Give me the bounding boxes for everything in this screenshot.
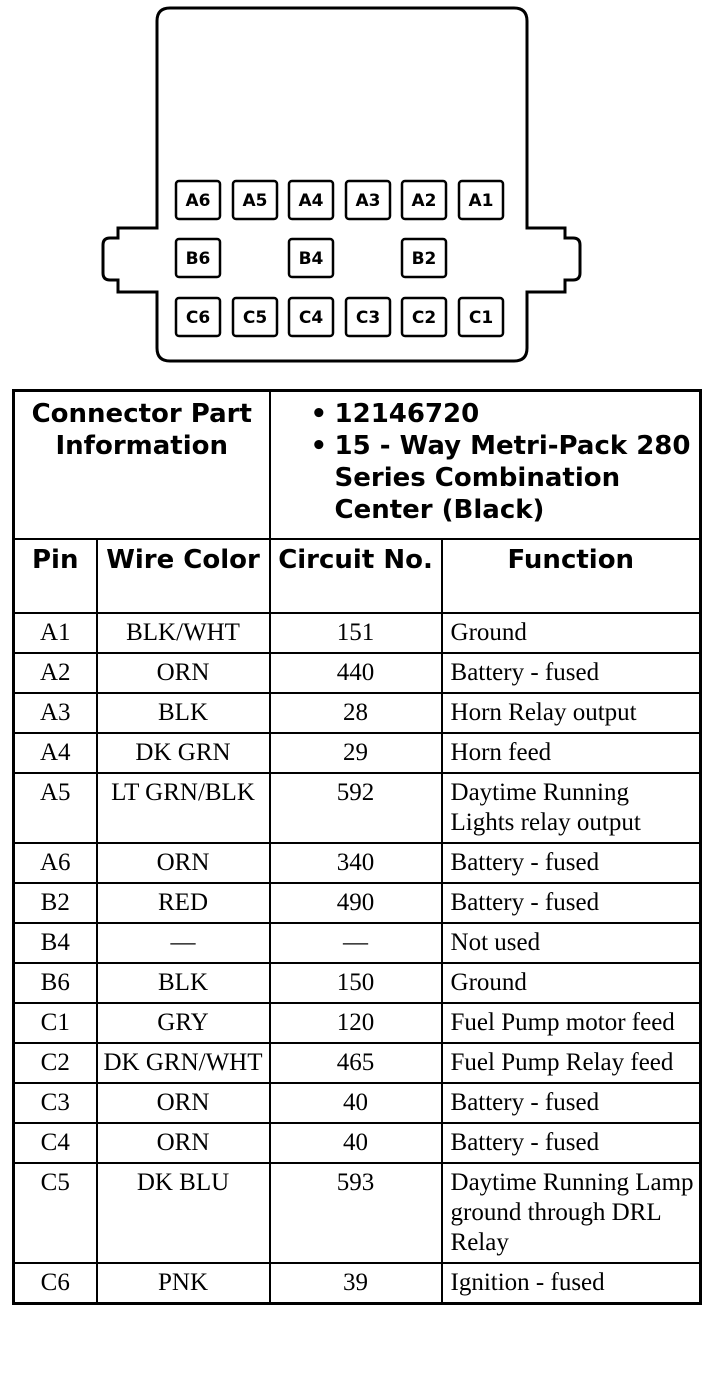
pin-cavity	[402, 298, 446, 336]
column-header-circuit-no: Circuit No.	[270, 539, 442, 613]
connector-diagram	[0, 0, 720, 380]
table-row	[14, 963, 701, 1003]
wire-color-cell: RED	[97, 883, 270, 923]
pin-cavity-label: A2	[411, 191, 437, 211]
wire-color-cell: LT GRN/BLK	[97, 773, 270, 843]
wire-color-cell: ORN	[97, 653, 270, 693]
pin-cavity-label: B2	[411, 249, 437, 269]
function-cell: Battery - fused	[442, 883, 701, 923]
pin-cell: C1	[14, 1003, 97, 1043]
function-cell: Battery - fused	[442, 653, 701, 693]
connector-outline	[103, 8, 580, 361]
column-header-function: Function	[442, 539, 701, 613]
pin-cavity	[289, 181, 333, 219]
circuit-cell: 39	[270, 1263, 442, 1304]
column-header-wire-color: Wire Color	[97, 539, 270, 613]
wire-color-cell: BLK	[97, 693, 270, 733]
function-cell: Horn feed	[442, 733, 701, 773]
pin-cavity	[176, 298, 220, 336]
wire-color-cell: GRY	[97, 1003, 270, 1043]
table-row	[14, 923, 701, 963]
function-cell: Battery - fused	[442, 1123, 701, 1163]
pin-cell: B6	[14, 963, 97, 1003]
pin-cavity-label: C2	[411, 308, 437, 328]
table-row	[14, 653, 701, 693]
table-row	[14, 1043, 701, 1083]
table-row	[14, 843, 701, 883]
pin-cell: C2	[14, 1043, 97, 1083]
function-cell: Ignition - fused	[442, 1263, 701, 1304]
pin-row-b	[176, 239, 446, 277]
table-row	[14, 1083, 701, 1123]
wire-color-cell: DK GRN	[97, 733, 270, 773]
pin-cell: A2	[14, 653, 97, 693]
pin-cell: A1	[14, 613, 97, 653]
circuit-cell: 465	[270, 1043, 442, 1083]
pin-cell: A6	[14, 843, 97, 883]
wire-color-cell: ORN	[97, 1083, 270, 1123]
pin-cavity	[402, 239, 446, 277]
circuit-cell: 151	[270, 613, 442, 653]
pin-cavity-label: C5	[242, 308, 268, 328]
pin-cavity-label: A1	[468, 191, 494, 211]
pin-cavity-label: C1	[468, 308, 494, 328]
table-row	[14, 1123, 701, 1163]
wire-color-cell: BLK/WHT	[97, 613, 270, 653]
circuit-cell: 28	[270, 693, 442, 733]
pin-cavity	[402, 181, 446, 219]
table-row	[14, 773, 701, 843]
function-cell: Not used	[442, 923, 701, 963]
circuit-cell: 490	[270, 883, 442, 923]
pin-cavity-label: A5	[242, 191, 268, 211]
table-row	[14, 883, 701, 923]
circuit-cell: 40	[270, 1123, 442, 1163]
pin-cavity-label: B6	[185, 249, 211, 269]
circuit-cell: 593	[270, 1163, 442, 1263]
circuit-cell: 29	[270, 733, 442, 773]
pin-cavity	[233, 181, 277, 219]
function-cell: Daytime Running Lamp ground through DRL Relay	[442, 1163, 701, 1263]
circuit-cell: 440	[270, 653, 442, 693]
table-row	[14, 1163, 701, 1263]
column-header-row	[14, 539, 701, 613]
pin-cell: A5	[14, 773, 97, 843]
part-number: • 12146720	[311, 398, 700, 430]
wire-color-cell: DK BLU	[97, 1163, 270, 1263]
circuit-cell: 150	[270, 963, 442, 1003]
circuit-cell: 120	[270, 1003, 442, 1043]
pin-cavity	[233, 298, 277, 336]
pin-cavity	[289, 239, 333, 277]
pin-cavity	[346, 181, 390, 219]
connector-info-list	[270, 391, 701, 540]
circuit-cell: —	[270, 923, 442, 963]
function-cell: Ground	[442, 963, 701, 1003]
column-header-pin: Pin	[14, 539, 97, 613]
wire-color-cell: PNK	[97, 1263, 270, 1304]
table-row	[14, 733, 701, 773]
function-cell: Battery - fused	[442, 1083, 701, 1123]
circuit-cell: 340	[270, 843, 442, 883]
table-row	[14, 1263, 701, 1304]
wire-color-cell: ORN	[97, 843, 270, 883]
table-row	[14, 693, 701, 733]
pin-cavity-label: A3	[355, 191, 381, 211]
pin-cavity	[459, 181, 503, 219]
pin-cavity	[176, 181, 220, 219]
function-cell: Fuel Pump Relay feed	[442, 1043, 701, 1083]
wire-color-cell: DK GRN/WHT	[97, 1043, 270, 1083]
pin-cell: B4	[14, 923, 97, 963]
circuit-cell: 40	[270, 1083, 442, 1123]
pin-cavity-label: A4	[298, 191, 324, 211]
pin-cavity	[346, 298, 390, 336]
connector-info-row	[14, 391, 701, 540]
connector-description: • 15 - Way Metri-Pack 280 Series Combination Center (Black)	[311, 430, 700, 526]
pin-cell: A3	[14, 693, 97, 733]
wire-color-cell: ORN	[97, 1123, 270, 1163]
pin-cavity-label: C3	[355, 308, 381, 328]
function-cell: Fuel Pump motor feed	[442, 1003, 701, 1043]
pin-cavity-label: C4	[298, 308, 324, 328]
circuit-cell: 592	[270, 773, 442, 843]
function-cell: Ground	[442, 613, 701, 653]
pin-cell: C4	[14, 1123, 97, 1163]
connector-info-label: Connector Part Information	[14, 391, 270, 540]
wire-color-cell: —	[97, 923, 270, 963]
pin-cavity	[289, 298, 333, 336]
table-row	[14, 613, 701, 653]
wire-color-cell: BLK	[97, 963, 270, 1003]
function-cell: Horn Relay output	[442, 693, 701, 733]
pin-cavity	[459, 298, 503, 336]
table-row	[14, 1003, 701, 1043]
connector-pin-table	[12, 389, 702, 1305]
function-cell: Daytime Running Lights relay output	[442, 773, 701, 843]
pin-cell: A4	[14, 733, 97, 773]
pin-cell: C5	[14, 1163, 97, 1263]
pin-cell: C3	[14, 1083, 97, 1123]
pin-cell: C6	[14, 1263, 97, 1304]
pin-cavity	[176, 239, 220, 277]
pin-cell: B2	[14, 883, 97, 923]
pin-cavity-label: C6	[185, 308, 211, 328]
function-cell: Battery - fused	[442, 843, 701, 883]
pin-cavity-label: A6	[185, 191, 211, 211]
pin-cavity-label: B4	[298, 249, 324, 269]
